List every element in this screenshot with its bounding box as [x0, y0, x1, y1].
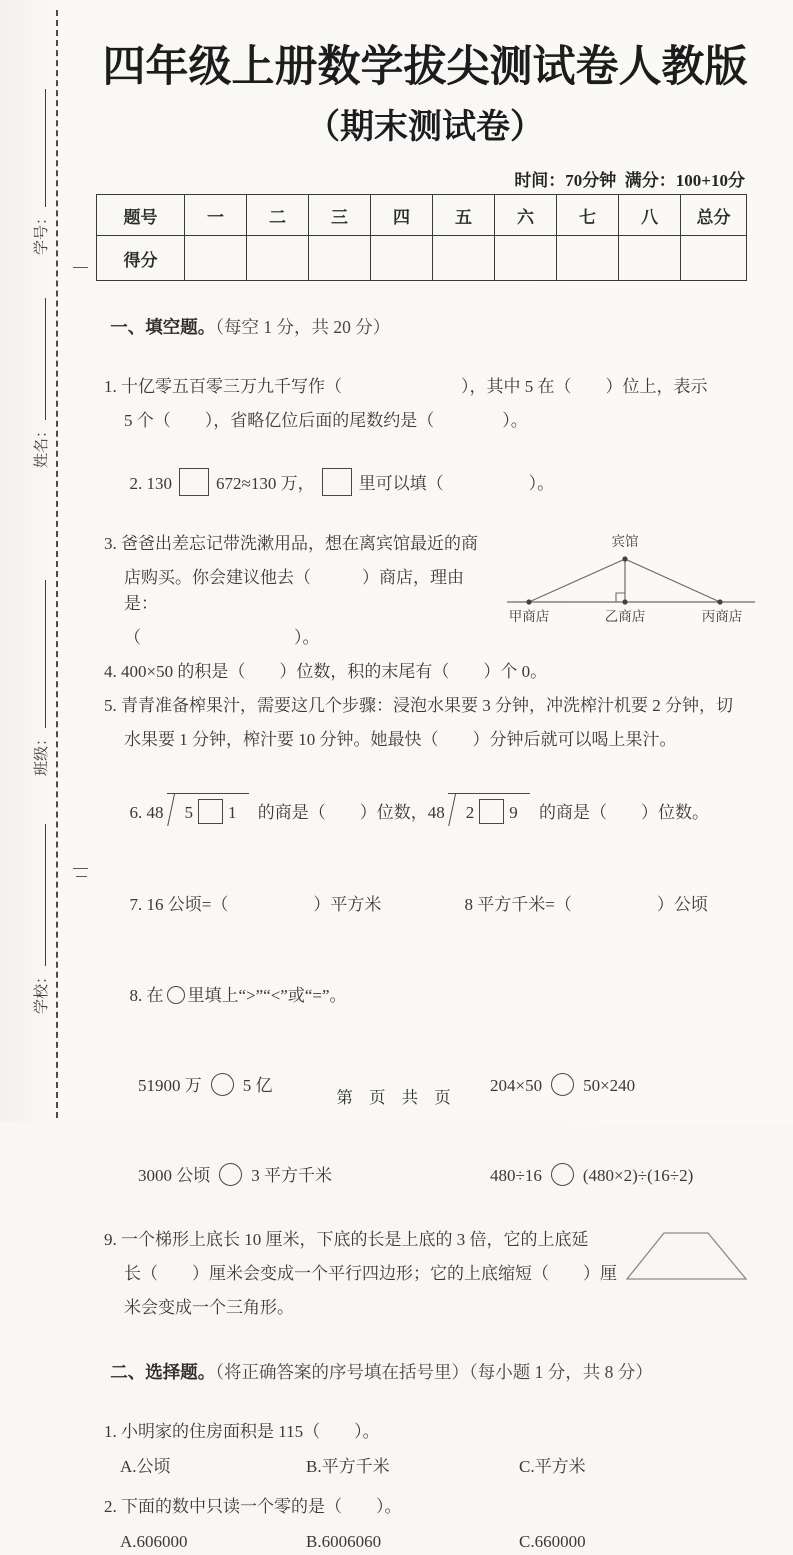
s1-q7-left: 7. 16 公顷=（ ）平方米 [129, 895, 382, 914]
sidebar-field-class [30, 580, 51, 776]
score-cell [185, 236, 247, 281]
trapezoid-diagram [620, 1229, 752, 1287]
score-table-header-cell: 三 [309, 195, 371, 236]
s1-q8-head [84, 957, 768, 1035]
paper-subtitle: （期末测试卷） [306, 108, 544, 146]
s1-q9-line3: 米会变成一个三角形。 [124, 1298, 294, 1317]
score-table-header-cell: 四 [371, 195, 433, 236]
s1-q7-right: 8 平方千米=（ ）公顷 [464, 895, 708, 914]
s1-q8-text1: 8. 在 [129, 986, 164, 1005]
paper-title: 四年级上册数学拔尖测试卷人教版 [102, 43, 748, 91]
s1-q6-text3: 的商是（ ）位数。 [534, 803, 709, 822]
score-cell [619, 236, 681, 281]
section1-heading-note: （每空 1 分，共 20 分） [215, 317, 391, 337]
s2-q2-text: 2. 下面的数中只读一个零的是（ ）。 [104, 1497, 402, 1516]
s1-q3 [84, 531, 768, 651]
diagram-label-hotel: 宾馆 [611, 534, 639, 549]
s1-q6-d1-right: 1 [228, 803, 237, 822]
s1-q6-d2-left: 2 [465, 803, 475, 822]
pair4-right: (480×2)÷(16÷2) [582, 1166, 694, 1185]
s2-q2-option-c: C.660000 [519, 1532, 586, 1551]
score-cell [433, 236, 495, 281]
fill-box-icon [322, 468, 352, 496]
s1-q7 [84, 866, 768, 944]
time-score-info: 时间：70分钟 满分：100+10分 [514, 171, 745, 190]
s1-q1-line2: 5 个（ ），省略亿位后面的尾数约是（ ）。 [124, 411, 528, 430]
s1-q3-line2: 店购买。你会建议他去（ ）商店，理由是： [124, 568, 464, 613]
diagram-label-store-a: 甲商店 [508, 609, 550, 624]
section2-heading [84, 1333, 768, 1411]
score-table-header-row [97, 195, 747, 236]
s1-q5-line2: 水果要 1 分钟，榨汁要 10 分钟。她最快（ ）分钟后就可以喝上果汁。 [124, 730, 677, 749]
score-table-header-cell: 总分 [681, 195, 747, 236]
s1-q6-text2: 的商是（ ）位数，48 [253, 803, 445, 822]
sidebar-field-school [30, 824, 51, 1014]
score-table [96, 194, 747, 281]
fill-box-icon [179, 468, 209, 496]
pair3-right: 3 平方千米 [251, 1166, 332, 1185]
long-division-icon [167, 793, 249, 826]
s1-q6-d1-left: 5 [184, 803, 193, 822]
pair1-right: 5 亿 [242, 1076, 273, 1095]
s1-q2-text2: 672≈130 万， [216, 474, 315, 493]
s1-q9 [84, 1227, 768, 1321]
s1-q3-text [84, 531, 494, 651]
sidebar-field-name [30, 298, 51, 468]
score-cell [309, 236, 371, 281]
s1-q9-line1: 9. 一个梯形上底长 10 厘米，下底的长是上底的 3 倍，它的上底延 [104, 1230, 589, 1249]
s1-q3-line3: （ ）。 [124, 628, 320, 647]
compare-circle-icon [167, 986, 185, 1004]
student-id-blank-line [32, 89, 47, 207]
s2-q1-text: 1. 小明家的住房面积是 115（ ）。 [104, 1422, 380, 1441]
s1-q6-d2-right: 9 [509, 803, 518, 822]
s1-q3-line1: 3. 爸爸出差忘记带洗漱用品，想在离宾馆最近的商 [104, 534, 478, 553]
score-table-header-cell: 五 [433, 195, 495, 236]
compare-circle-icon [551, 1163, 574, 1186]
s2-q2-options [84, 1529, 768, 1555]
s2-q2-option-b: B.6006060 [306, 1532, 382, 1551]
page-footer: 第 页 共 页 [336, 1088, 457, 1107]
compare-circle-icon [219, 1163, 242, 1186]
diagram-label-store-b: 乙商店 [604, 609, 646, 624]
s2-q1-option-c: C.平方米 [519, 1457, 586, 1476]
s1-q5-line1: 5. 青青准备榨果汁，需要这几个步骤：浸泡水果要 3 分钟，冲洗榨汁机要 2 分钟，切 [104, 696, 733, 715]
class-blank-line [32, 580, 47, 728]
s2-q2-option-a: A.606000 [120, 1532, 188, 1551]
score-cell [495, 236, 557, 281]
pair3-left: 3000 公顷 [138, 1166, 211, 1185]
score-row-label: 得分 [97, 236, 185, 281]
section1-heading-main: 一、填空题。 [110, 317, 216, 337]
pair1-left: 51900 万 [138, 1076, 202, 1095]
s1-q2-text1: 2. 130 [129, 474, 172, 493]
score-table-header-cell: 八 [619, 195, 681, 236]
score-table-header-cell: 一 [185, 195, 247, 236]
s1-q8-pair3 [104, 1137, 456, 1215]
s1-q6 [84, 767, 768, 852]
fill-box-icon [479, 799, 504, 824]
score-cell [371, 236, 433, 281]
s1-q2-text3: 里可以填（ ）。 [358, 474, 555, 493]
s1-q8-pair4 [456, 1137, 768, 1215]
school-label: 学校： [34, 968, 50, 1014]
fold-mark-top [73, 267, 88, 268]
score-table-header-cell: 六 [495, 195, 557, 236]
score-table-header-cell: 七 [557, 195, 619, 236]
fill-box-icon [198, 799, 223, 824]
sidebar-field-student-id [30, 89, 51, 255]
s1-q9-text [84, 1227, 649, 1321]
school-blank-line [32, 824, 47, 966]
binding-dashed-line [56, 10, 58, 1118]
s2-q1-option-a: A.公顷 [120, 1457, 171, 1476]
s1-q8-row2 [84, 1137, 768, 1215]
section1-heading [84, 288, 768, 366]
score-table-header-cell: 题号 [97, 195, 185, 236]
s1-q4: 4. 400×50 的积是（ ）位数，积的末尾有（ ）个 0。 [104, 662, 548, 681]
pair4-left: 480÷16 [490, 1166, 542, 1185]
long-division-icon [448, 793, 530, 826]
s2-q1-option-b: B.平方千米 [306, 1457, 390, 1476]
s1-q2 [84, 442, 768, 523]
hotel-stores-diagram [502, 531, 760, 631]
s2-q1-options [84, 1454, 768, 1480]
paper-body [84, 288, 768, 1555]
score-cell [247, 236, 309, 281]
name-label: 姓名： [34, 422, 50, 468]
pair2-right: 50×240 [583, 1076, 636, 1095]
pair2-left: 204×50 [490, 1076, 543, 1095]
s1-q1-line1: 1. 十亿零五百零三万九千写作（ ），其中 5 在（ ）位上，表示 [104, 377, 708, 396]
s1-q8-text2: 里填上“>”“<”或“=”。 [187, 986, 347, 1005]
score-table-header-cell: 二 [247, 195, 309, 236]
s1-q9-line2: 长（ ）厘米会变成一个平行四边形；它的上底缩短（ ）厘 [124, 1264, 617, 1283]
name-blank-line [32, 298, 47, 420]
score-cell [681, 236, 747, 281]
score-cell [557, 236, 619, 281]
diagram-label-store-c: 丙商店 [701, 609, 743, 624]
student-id-label: 学号： [34, 209, 50, 255]
s1-q6-text1: 6. 48 [129, 803, 164, 822]
class-label: 班级： [34, 730, 50, 776]
section2-heading-note: （将正确答案的序号填在括号里）（每小题 1 分，共 8 分） [215, 1362, 653, 1382]
score-table-score-row [97, 236, 747, 281]
section2-heading-main: 二、选择题。 [110, 1362, 216, 1382]
